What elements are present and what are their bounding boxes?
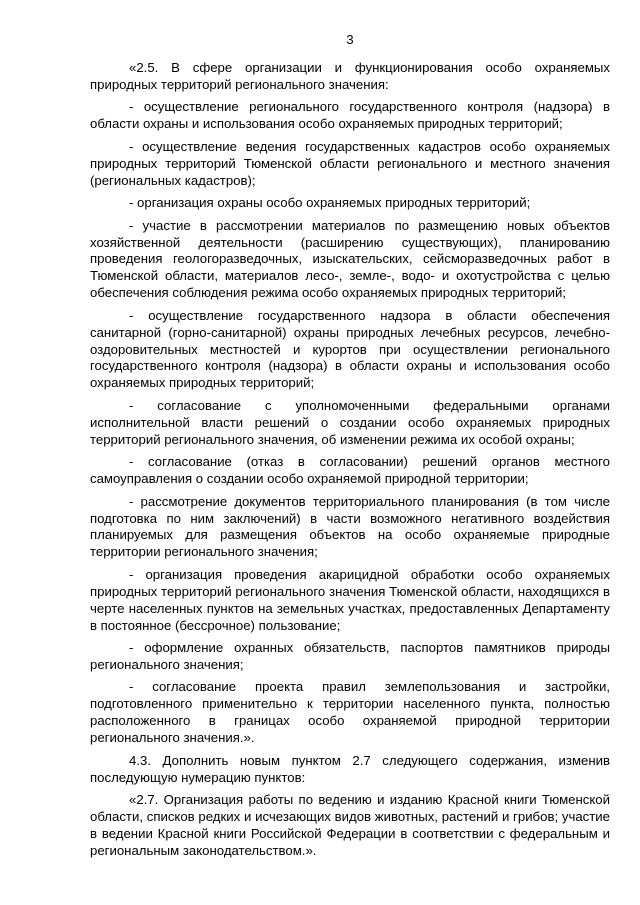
list-item-acaricide-treatment: - организация проведения акарицидной обработки особо охраняемых природных территорий регионального значения Тюменской области, находящихся в черте населенных пунктов на земельных участках, предоставленных Департаменту в постоянное (бессрочное) пользование; bbox=[90, 566, 610, 633]
list-item-protection-obligations: - оформление охранных обязательств, паспортов памятников природы регионального значения; bbox=[90, 640, 610, 672]
list-item-land-use-rules: - согласование проекта правил землепользования и застройки, подготовленного применительно к территории населенного пункта, полностью расположенного в границах особо охраняемой природной территории регионального значения.». bbox=[90, 679, 610, 746]
list-item-cadastre: - осуществление ведения государственных кадастров особо охраняемых природных территорий Тюменской области регионального и местного значения (региональных кадастров); bbox=[90, 138, 610, 188]
list-item-federal-approval: - согласование с уполномоченными федеральными органами исполнительной власти решений о создании особо охраняемых природных территорий регионального значения, об изменении режима их особой охраны; bbox=[90, 397, 610, 447]
list-item-review-materials: - участие в рассмотрении материалов по размещению новых объектов хозяйственной деятельности (расширению существующих), планированию проведения геологоразведочных, изыскательских, сейсморазведочных работ в Тюменской области, материалов лесо-, земле-, водо- и охотустройства с целью обеспечения соблюдения режима особо охраняемых природных территорий; bbox=[90, 217, 610, 301]
list-item-sanitary-supervision: - осуществление государственного надзора в области обеспечения санитарной (горно-санитарной) охраны природных лечебных ресурсов, лечебно-оздоровительных местностей и курортов при осуществлении регионального государственного контроля (надзора) в области охраны и использования особо охраняемых природных территорий; bbox=[90, 307, 610, 391]
list-item-protection: - организация охраны особо охраняемых природных территорий; bbox=[129, 195, 531, 211]
list-item-local-approval: - согласование (отказ в согласовании) решений органов местного самоуправления о создании особо охраняемой природной территории; bbox=[90, 454, 610, 487]
list-item-territorial-planning: - рассмотрение документов территориального планирования (в том числе подготовка по ним заключений) в части возможного негативного воздействия планируемых для размещения объектов на особо охраняемые природные территории регионального значения; bbox=[90, 493, 610, 560]
page-number: 3 bbox=[346, 32, 354, 47]
document-body bbox=[90, 60, 610, 865]
section-2-5-heading: «2.5. В сфере организации и функционирования особо охраняемых природных территорий регионального значения: bbox=[90, 60, 610, 92]
amendment-4-3: 4.3. Дополнить новым пунктом 2.7 следующего содержания, изменив последующую нумерацию пунктов: bbox=[90, 752, 610, 785]
section-2-7: «2.7. Организация работы по ведению и изданию Красной книги Тюменской области, списков редких и исчезающих видов животных, растений и грибов; участие в ведении Красной книги Российской Федерации в соответствии с федеральным и региональным законодательством.». bbox=[90, 792, 610, 858]
list-item-regional-control: - осуществление регионального государственного контроля (надзора) в области охраны и использования особо охраняемых природных территорий; bbox=[90, 99, 610, 132]
